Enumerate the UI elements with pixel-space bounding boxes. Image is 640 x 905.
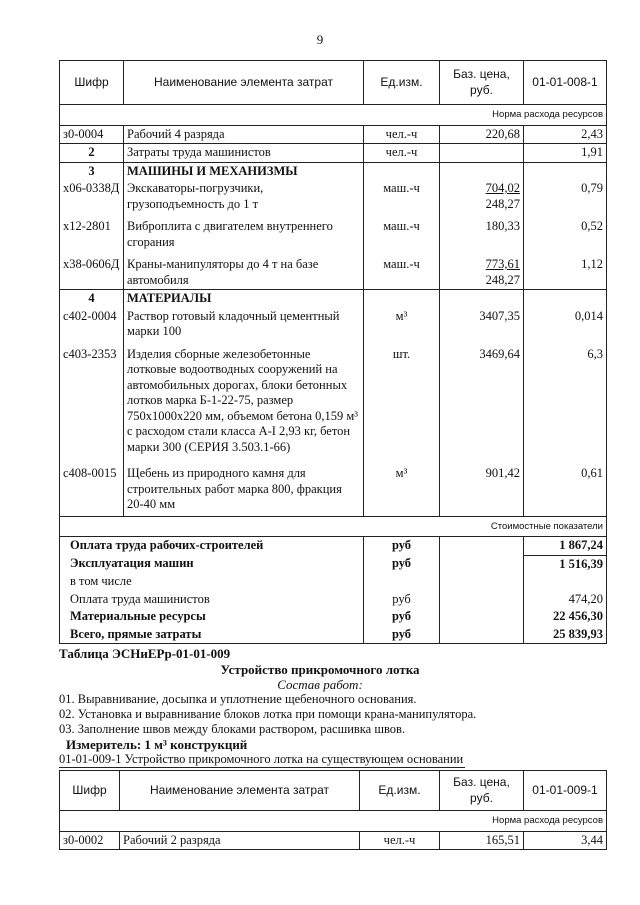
norm-label-row bbox=[60, 811, 607, 832]
section-row bbox=[60, 162, 607, 180]
section-code: 4 bbox=[60, 290, 124, 308]
row-unit: чел.-ч bbox=[364, 125, 440, 144]
norm-label: Норма расхода ресурсов bbox=[60, 105, 607, 126]
header-name: Наименование элемента затрат bbox=[120, 771, 360, 811]
row-price bbox=[440, 144, 524, 163]
norm-label-row bbox=[60, 105, 607, 126]
cost-value: 1 867,24 bbox=[524, 537, 607, 556]
row-rate: 6,3 bbox=[524, 341, 607, 466]
cost-name: Оплата труда рабочих-строителей bbox=[60, 537, 364, 556]
row-unit: м³ bbox=[364, 308, 440, 341]
row-code: с402-0004 bbox=[60, 308, 124, 341]
table-row bbox=[60, 251, 607, 290]
section-title: Устройство прикромочного лотка bbox=[220, 662, 420, 677]
table-row bbox=[60, 341, 607, 466]
cost-row bbox=[60, 555, 607, 573]
cost-value: 22 456,30 bbox=[524, 608, 607, 626]
cost-label-row bbox=[60, 516, 607, 537]
row-price bbox=[440, 180, 524, 213]
cost-value: 25 839,93 bbox=[524, 626, 607, 644]
row-code: с403-2353 bbox=[60, 341, 124, 466]
table-row bbox=[60, 831, 607, 850]
variant-title: 01-01-009-1 Устройство прикромочного лотка на существующем основании bbox=[59, 752, 464, 766]
price-operator: 248,27 bbox=[485, 272, 520, 287]
cost-unit bbox=[364, 573, 440, 591]
row-rate: 1,12 bbox=[524, 251, 607, 290]
cost-unit: руб bbox=[364, 555, 440, 573]
header-price: Баз. цена, руб. bbox=[440, 61, 524, 105]
row-rate: 0,52 bbox=[524, 213, 607, 251]
cost-value: 1 516,39 bbox=[524, 555, 607, 573]
row-price: 3469,64 bbox=[440, 341, 524, 466]
row-price bbox=[440, 251, 524, 290]
section-title: МАШИНЫ И МЕХАНИЗМЫ bbox=[124, 162, 364, 180]
row-name: Изделия сборные железобетонные лотковые водоотводных сооружений на автомобильных дорогах, блоки бетонных лотков марка Б-1-22-75, размер 750х1000х220 мм, объемом бетона 0,159 м³ с расходом стали класса А-I 2,93 кг, бетон марки 300 (СЕРИЯ 3.503.1-66) bbox=[124, 341, 364, 466]
table-row bbox=[60, 308, 607, 341]
cost-value bbox=[524, 573, 607, 591]
composition-label: Состав работ: bbox=[277, 677, 363, 692]
page-number: 9 bbox=[316, 32, 324, 47]
row-name: Экскаваторы-погрузчики, грузоподъемность до 1 т bbox=[124, 180, 364, 213]
price-machine: 773,61 bbox=[485, 257, 520, 271]
table-row bbox=[60, 180, 607, 213]
row-rate: 0,014 bbox=[524, 308, 607, 341]
cost-unit: руб bbox=[364, 608, 440, 626]
norm-label: Норма расхода ресурсов bbox=[60, 811, 607, 832]
section-title: МАТЕРИАЛЫ bbox=[124, 290, 364, 308]
work-step: 02. Установка и выравнивание блоков лотка при помощи крана-манипулятора. bbox=[59, 707, 477, 721]
row-name: Раствор готовый кладочный цементный марки 100 bbox=[124, 308, 364, 341]
cost-row bbox=[60, 626, 607, 644]
measure-unit: Измеритель: 1 м³ конструкций bbox=[66, 737, 248, 752]
row-name: Виброплита с двигателем внутреннего сгорания bbox=[124, 213, 364, 251]
cost-unit: руб bbox=[364, 626, 440, 644]
section-row bbox=[60, 290, 607, 308]
work-step: 01. Выравнивание, досыпка и уплотнение щебеночного основания. bbox=[59, 692, 417, 706]
row-unit: чел.-ч bbox=[364, 144, 440, 163]
table-row bbox=[60, 144, 607, 163]
row-unit: маш.-ч bbox=[364, 213, 440, 251]
cost-row bbox=[60, 608, 607, 626]
row-name: Рабочий 4 разряда bbox=[124, 125, 364, 144]
table-row bbox=[60, 213, 607, 251]
cost-row bbox=[60, 573, 607, 591]
table-row bbox=[60, 465, 607, 516]
row-rate: 0,79 bbox=[524, 180, 607, 213]
work-step: 03. Заполнение швов между блоками раствором, расшивка швов. bbox=[59, 722, 406, 736]
header-code: Шифр bbox=[60, 61, 124, 105]
row-code: х06-0338Д bbox=[60, 180, 124, 213]
header-rate: 01-01-008-1 bbox=[524, 61, 607, 105]
header-price: Баз. цена, руб. bbox=[440, 771, 524, 811]
row-name: Щебень из природного камня для строительных работ марка 800, фракция 20-40 мм bbox=[124, 465, 364, 516]
row-code: х38-0606Д bbox=[60, 251, 124, 290]
price-operator: 248,27 bbox=[485, 196, 520, 211]
row-unit: маш.-ч bbox=[364, 180, 440, 213]
header-code: Шифр bbox=[60, 771, 120, 811]
row-price: 165,51 bbox=[440, 831, 524, 850]
table-title: Таблица ЭСНиЕРр-01-01-009 bbox=[59, 646, 231, 661]
row-rate: 2,43 bbox=[524, 125, 607, 144]
row-price: 220,68 bbox=[440, 125, 524, 144]
cost-name: Материальные ресурсы bbox=[60, 608, 364, 626]
cost-label: Стоимостные показатели bbox=[60, 516, 607, 537]
row-price: 901,42 bbox=[440, 465, 524, 516]
cost-name: Оплата труда машинистов bbox=[60, 591, 364, 609]
table-row bbox=[60, 125, 607, 144]
cost-unit: руб bbox=[364, 537, 440, 556]
section-code: 3 bbox=[60, 162, 124, 180]
row-rate: 3,44 bbox=[524, 831, 607, 850]
cost-name: в том числе bbox=[60, 573, 364, 591]
row-code: з0-0004 bbox=[60, 125, 124, 144]
cost-name: Всего, прямые затраты bbox=[60, 626, 364, 644]
row-name: Краны-манипуляторы до 4 т на базе автомобиля bbox=[124, 251, 364, 290]
row-name: Рабочий 2 разряда bbox=[120, 831, 360, 850]
header-rate: 01-01-009-1 bbox=[524, 771, 607, 811]
row-unit: чел.-ч bbox=[360, 831, 440, 850]
row-code: с408-0015 bbox=[60, 465, 124, 516]
row-unit: маш.-ч bbox=[364, 251, 440, 290]
row-code: з0-0002 bbox=[60, 831, 120, 850]
table-header bbox=[60, 771, 607, 811]
cost-row bbox=[60, 591, 607, 609]
row-code: 2 bbox=[60, 144, 124, 163]
resource-table-2 bbox=[59, 770, 607, 850]
row-price: 3407,35 bbox=[440, 308, 524, 341]
header-name: Наименование элемента затрат bbox=[124, 61, 364, 105]
cost-row bbox=[60, 537, 607, 556]
row-rate: 0,61 bbox=[524, 465, 607, 516]
header-unit: Ед.изм. bbox=[364, 61, 440, 105]
table-header bbox=[60, 61, 607, 105]
cost-unit: руб bbox=[364, 591, 440, 609]
row-rate: 1,91 bbox=[524, 144, 607, 163]
row-name: Затраты труда машинистов bbox=[124, 144, 364, 163]
resource-table-1 bbox=[59, 60, 607, 644]
header-unit: Ед.изм. bbox=[360, 771, 440, 811]
cost-name: Эксплуатация машин bbox=[60, 555, 364, 573]
row-code: х12-2801 bbox=[60, 213, 124, 251]
cost-value: 474,20 bbox=[524, 591, 607, 609]
row-price: 180,33 bbox=[440, 213, 524, 251]
row-unit: шт. bbox=[364, 341, 440, 466]
row-unit: м³ bbox=[364, 465, 440, 516]
price-machine: 704,02 bbox=[485, 181, 520, 195]
